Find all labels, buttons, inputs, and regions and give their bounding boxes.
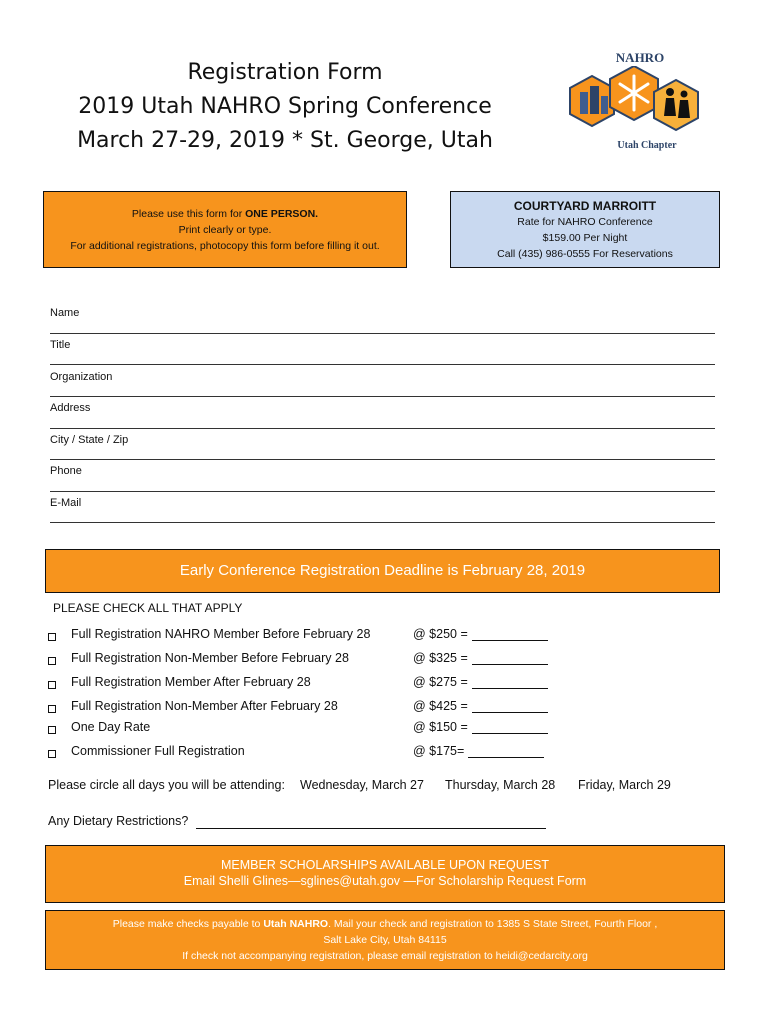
option-checkbox[interactable] xyxy=(48,681,56,689)
city-state-zip-field[interactable] xyxy=(50,459,715,460)
dietary-field[interactable] xyxy=(196,828,546,829)
hotel-price: $159.00 Per Night xyxy=(542,232,628,244)
days-prompt: Please circle all days you will be attending: xyxy=(48,778,285,792)
day-option-wednesday[interactable]: Wednesday, March 27 xyxy=(300,778,424,792)
option-row xyxy=(48,627,568,647)
option-price: @ $325 = xyxy=(413,651,548,665)
logo-top-text: NAHRO xyxy=(615,50,665,65)
option-row xyxy=(48,744,568,764)
title-line-1: Registration Form xyxy=(187,60,383,85)
option-checkbox[interactable] xyxy=(48,750,56,758)
hotel-name: COURTYARD MARROITT xyxy=(513,199,657,213)
payment-line-1: Please make checks payable to Utah NAHRO. Mail your check and registration to 1385 S State Street, Fourth Floor , xyxy=(112,918,658,930)
option-checkbox[interactable] xyxy=(48,705,56,713)
name-label: Name xyxy=(50,307,80,319)
option-price: @ $250 = xyxy=(413,627,548,641)
scholarship-line-2: Email Shelli Glines—sglines@utah.gov —For Scholarship Request Form xyxy=(183,874,587,888)
day-option-friday[interactable]: Friday, March 29 xyxy=(578,778,671,792)
email-label: E-Mail xyxy=(50,497,82,509)
email-field[interactable] xyxy=(50,522,715,523)
address-label: Address xyxy=(50,402,91,414)
hotel-box xyxy=(450,191,720,268)
payment-box xyxy=(45,910,725,970)
name-field[interactable] xyxy=(50,333,715,334)
option-price: @ $425 = xyxy=(413,699,548,713)
day-option-thursday[interactable]: Thursday, March 28 xyxy=(445,778,556,792)
payment-line-2: Salt Lake City, Utah 84115 xyxy=(323,934,447,946)
scholarship-box xyxy=(45,845,725,903)
option-row xyxy=(48,699,568,719)
title-line-2: 2019 Utah NAHRO Spring Conference xyxy=(78,94,492,119)
dietary-label: Any Dietary Restrictions? xyxy=(48,814,189,828)
option-amount-field[interactable] xyxy=(472,721,548,734)
phone-field[interactable] xyxy=(50,491,715,492)
option-price: @ $175= xyxy=(413,744,544,758)
option-amount-field[interactable] xyxy=(472,628,548,641)
option-price: @ $275 = xyxy=(413,675,548,689)
option-price: @ $150 = xyxy=(413,720,548,734)
nahro-logo xyxy=(562,48,712,158)
notice-line-3: For additional registrations, photocopy this form before filling it out. xyxy=(70,240,380,252)
option-label: Full Registration Non-Member Before February 28 xyxy=(71,651,349,665)
phone-label: Phone xyxy=(50,465,82,477)
option-amount-field[interactable] xyxy=(472,652,548,665)
scholarship-line-1: MEMBER SCHOLARSHIPS AVAILABLE UPON REQUEST xyxy=(220,858,550,872)
option-amount-field[interactable] xyxy=(472,676,548,689)
title-line-3: March 27-29, 2019 * St. George, Utah xyxy=(77,128,493,153)
logo-hexagons-icon xyxy=(562,66,712,146)
organization-label: Organization xyxy=(50,371,113,383)
deadline-banner: Early Conference Registration Deadline is February 28, 2019 xyxy=(45,549,720,593)
title-label: Title xyxy=(50,339,71,351)
city-state-zip-label: City / State / Zip xyxy=(50,434,129,446)
option-row xyxy=(48,720,568,740)
option-amount-field[interactable] xyxy=(468,745,544,758)
hotel-reservations: Call (435) 986-0555 For Reservations xyxy=(497,248,673,260)
option-label: One Day Rate xyxy=(71,720,151,734)
option-label: Full Registration Non-Member After February 28 xyxy=(71,699,338,713)
option-checkbox[interactable] xyxy=(48,657,56,665)
option-row xyxy=(48,651,568,671)
option-row xyxy=(48,675,568,695)
option-label: Full Registration NAHRO Member Before February 28 xyxy=(71,627,371,641)
organization-field[interactable] xyxy=(50,396,715,397)
notice-line-1: Please use this form for ONE PERSON. xyxy=(131,208,319,220)
option-checkbox[interactable] xyxy=(48,633,56,641)
option-amount-field[interactable] xyxy=(472,700,548,713)
title-field[interactable] xyxy=(50,364,715,365)
option-label: Full Registration Member After February 28 xyxy=(71,675,311,689)
option-label: Commissioner Full Registration xyxy=(71,744,245,758)
notice-line-2: Print clearly or type. xyxy=(178,224,272,236)
notice-box xyxy=(43,191,407,268)
check-instruction: PLEASE CHECK ALL THAT APPLY xyxy=(53,601,243,615)
hotel-rate-label: Rate for NAHRO Conference xyxy=(517,216,653,228)
option-checkbox[interactable] xyxy=(48,726,56,734)
logo-bottom-text: Utah Chapter xyxy=(617,140,677,151)
address-field[interactable] xyxy=(50,428,715,429)
payment-line-3: If check not accompanying registration, please email registration to heidi@cedarcity.org xyxy=(182,950,588,962)
